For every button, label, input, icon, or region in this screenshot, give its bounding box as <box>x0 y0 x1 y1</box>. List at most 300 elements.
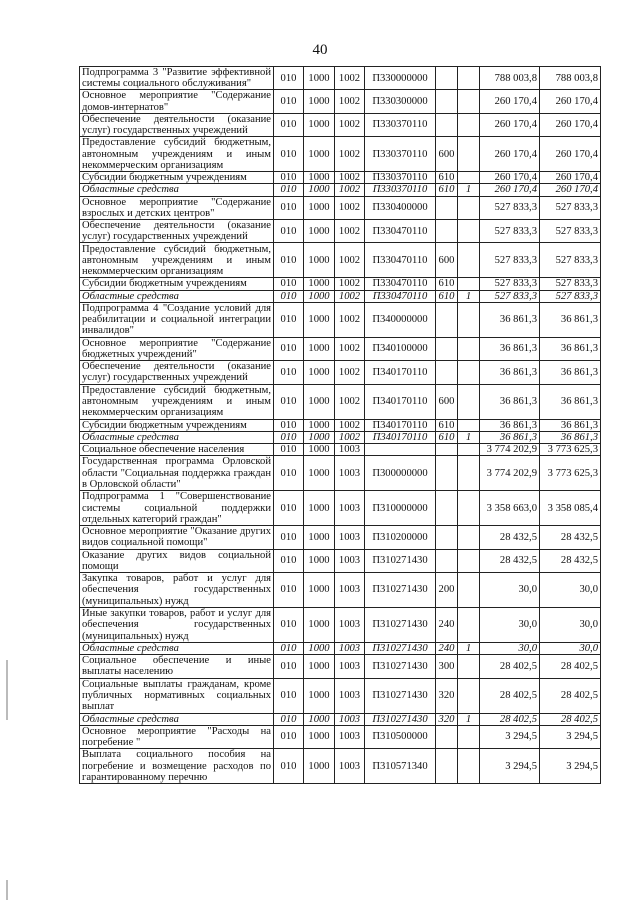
row-code-pr: 1000 <box>304 491 335 526</box>
row-name: Подпрограмма 3 "Развитие эффективной системы социального обслуживания" <box>80 67 274 90</box>
row-code-csr: П340170110 <box>365 431 436 443</box>
table-row-regional-funds <box>80 184 601 196</box>
row-code-rz: 010 <box>274 431 304 443</box>
row-name: Основное мероприятие "Содержание взрослых и детских центров" <box>80 196 274 219</box>
row-code-src <box>458 456 480 491</box>
row-amount-2: 527 833,3 <box>540 220 601 243</box>
row-amount-2: 527 833,3 <box>540 196 601 219</box>
table-row <box>80 67 601 90</box>
row-code-rz: 010 <box>274 456 304 491</box>
row-code-rz: 010 <box>274 220 304 243</box>
row-name: Социальное обеспечение населения <box>80 444 274 456</box>
row-code-src <box>458 172 480 184</box>
row-amount-2: 3 358 085,4 <box>540 491 601 526</box>
row-code-csr: П310271430 <box>365 643 436 655</box>
row-amount-2: 260 170,4 <box>540 184 601 196</box>
row-amount-1: 527 833,3 <box>480 290 540 302</box>
row-code-ps: 1002 <box>335 361 365 384</box>
row-code-ps: 1002 <box>335 431 365 443</box>
row-code-vr: 610 <box>436 172 458 184</box>
row-code-src <box>458 749 480 784</box>
row-code-csr: П310271430 <box>365 573 436 608</box>
row-code-src <box>458 302 480 337</box>
row-amount-1: 28 402,5 <box>480 655 540 678</box>
row-code-vr: 610 <box>436 419 458 431</box>
row-code-rz: 010 <box>274 491 304 526</box>
row-code-vr <box>436 444 458 456</box>
row-code-vr <box>436 491 458 526</box>
row-name: Государственная программа Орловской области "Социальная поддержка граждан в Орловской области" <box>80 456 274 491</box>
table-row <box>80 526 601 549</box>
row-amount-1: 527 833,3 <box>480 278 540 290</box>
row-code-src <box>458 90 480 113</box>
row-code-vr <box>436 67 458 90</box>
table-row <box>80 491 601 526</box>
row-amount-1: 260 170,4 <box>480 113 540 136</box>
row-code-csr: П330370110 <box>365 184 436 196</box>
row-code-rz: 010 <box>274 549 304 572</box>
row-amount-2: 3 773 625,3 <box>540 456 601 491</box>
row-code-vr <box>436 337 458 360</box>
table-row <box>80 302 601 337</box>
row-code-rz: 010 <box>274 278 304 290</box>
row-code-pr: 1000 <box>304 337 335 360</box>
table-row-regional-funds <box>80 431 601 443</box>
row-code-ps: 1003 <box>335 678 365 713</box>
row-name: Субсидии бюджетным учреждениям <box>80 278 274 290</box>
row-amount-1: 527 833,3 <box>480 220 540 243</box>
row-amount-1: 260 170,4 <box>480 90 540 113</box>
row-code-src <box>458 549 480 572</box>
row-code-csr: П340170110 <box>365 361 436 384</box>
row-code-rz: 010 <box>274 713 304 725</box>
table-row <box>80 444 601 456</box>
row-code-rz: 010 <box>274 655 304 678</box>
table-row <box>80 278 601 290</box>
row-code-src <box>458 678 480 713</box>
row-code-src: 1 <box>458 184 480 196</box>
row-amount-2: 36 861,3 <box>540 302 601 337</box>
table-row <box>80 137 601 172</box>
table-row <box>80 608 601 643</box>
row-code-pr: 1000 <box>304 608 335 643</box>
row-amount-1: 28 432,5 <box>480 549 540 572</box>
row-code-vr <box>436 361 458 384</box>
row-code-ps: 1003 <box>335 713 365 725</box>
row-name: Областные средства <box>80 713 274 725</box>
row-code-rz: 010 <box>274 444 304 456</box>
row-code-csr: П310271430 <box>365 608 436 643</box>
row-code-pr: 1000 <box>304 713 335 725</box>
row-code-ps: 1003 <box>335 549 365 572</box>
row-name: Областные средства <box>80 431 274 443</box>
row-code-src <box>458 278 480 290</box>
budget-table <box>79 66 601 784</box>
row-code-vr: 240 <box>436 608 458 643</box>
row-code-src <box>458 444 480 456</box>
row-code-src: 1 <box>458 431 480 443</box>
table-row <box>80 172 601 184</box>
row-code-vr: 200 <box>436 573 458 608</box>
row-name: Социальное обеспечение и иные выплаты населению <box>80 655 274 678</box>
row-amount-1: 788 003,8 <box>480 67 540 90</box>
table-row <box>80 90 601 113</box>
row-code-src <box>458 655 480 678</box>
row-code-rz: 010 <box>274 725 304 748</box>
row-code-rz: 010 <box>274 302 304 337</box>
row-code-ps: 1002 <box>335 419 365 431</box>
row-code-csr: П330300000 <box>365 90 436 113</box>
row-code-csr: П310200000 <box>365 526 436 549</box>
table-row <box>80 725 601 748</box>
row-code-csr: П310000000 <box>365 491 436 526</box>
table-row <box>80 196 601 219</box>
row-code-csr: П330470110 <box>365 290 436 302</box>
row-amount-1: 36 861,3 <box>480 361 540 384</box>
row-code-csr: П330400000 <box>365 196 436 219</box>
row-code-ps: 1003 <box>335 749 365 784</box>
row-code-src <box>458 419 480 431</box>
row-amount-2: 788 003,8 <box>540 67 601 90</box>
row-code-src: 1 <box>458 713 480 725</box>
row-name: Областные средства <box>80 184 274 196</box>
table-row <box>80 220 601 243</box>
row-code-ps: 1002 <box>335 172 365 184</box>
row-code-ps: 1003 <box>335 643 365 655</box>
row-code-pr: 1000 <box>304 243 335 278</box>
row-code-src <box>458 526 480 549</box>
table-row <box>80 678 601 713</box>
table-row <box>80 573 601 608</box>
row-code-vr: 320 <box>436 713 458 725</box>
row-name: Основное мероприятие "Расходы на погребение " <box>80 725 274 748</box>
row-amount-1: 28 402,5 <box>480 713 540 725</box>
row-code-pr: 1000 <box>304 419 335 431</box>
row-code-csr: П330370110 <box>365 113 436 136</box>
row-amount-1: 3 294,5 <box>480 725 540 748</box>
row-name: Оказание других видов социальной помощи <box>80 549 274 572</box>
row-code-rz: 010 <box>274 361 304 384</box>
row-name: Основное мероприятие "Содержание бюджетных учреждений" <box>80 337 274 360</box>
row-amount-2: 36 861,3 <box>540 431 601 443</box>
row-code-ps: 1003 <box>335 655 365 678</box>
table-row <box>80 337 601 360</box>
row-code-pr: 1000 <box>304 643 335 655</box>
row-code-vr: 610 <box>436 184 458 196</box>
row-code-ps: 1003 <box>335 725 365 748</box>
row-code-vr <box>436 456 458 491</box>
row-name: Основное мероприятие "Содержание домов-интернатов" <box>80 90 274 113</box>
row-code-rz: 010 <box>274 290 304 302</box>
row-amount-2: 30,0 <box>540 643 601 655</box>
row-amount-2: 527 833,3 <box>540 290 601 302</box>
row-amount-2: 36 861,3 <box>540 384 601 419</box>
row-code-vr: 300 <box>436 655 458 678</box>
row-code-vr: 600 <box>436 384 458 419</box>
row-code-rz: 010 <box>274 243 304 278</box>
row-code-rz: 010 <box>274 67 304 90</box>
row-amount-1: 30,0 <box>480 643 540 655</box>
row-code-rz: 010 <box>274 384 304 419</box>
row-code-pr: 1000 <box>304 384 335 419</box>
row-code-csr: П330370110 <box>365 137 436 172</box>
row-name: Социальные выплаты гражданам, кроме публичных нормативных социальных выплат <box>80 678 274 713</box>
row-code-src <box>458 196 480 219</box>
row-code-pr: 1000 <box>304 526 335 549</box>
row-code-rz: 010 <box>274 184 304 196</box>
table-row-regional-funds <box>80 290 601 302</box>
row-code-pr: 1000 <box>304 456 335 491</box>
row-code-pr: 1000 <box>304 278 335 290</box>
row-code-pr: 1000 <box>304 749 335 784</box>
row-code-src <box>458 608 480 643</box>
row-amount-1: 3 294,5 <box>480 749 540 784</box>
table-row-regional-funds <box>80 713 601 725</box>
row-amount-2: 260 170,4 <box>540 172 601 184</box>
row-code-ps: 1003 <box>335 526 365 549</box>
row-code-csr: П330470110 <box>365 278 436 290</box>
row-code-pr: 1000 <box>304 90 335 113</box>
row-amount-1: 36 861,3 <box>480 419 540 431</box>
row-code-csr: П340000000 <box>365 302 436 337</box>
table-row-regional-funds <box>80 643 601 655</box>
row-code-ps: 1003 <box>335 608 365 643</box>
row-code-vr: 240 <box>436 643 458 655</box>
row-code-src <box>458 361 480 384</box>
row-code-csr: П330470110 <box>365 220 436 243</box>
row-amount-2: 260 170,4 <box>540 90 601 113</box>
row-amount-1: 30,0 <box>480 608 540 643</box>
row-code-pr: 1000 <box>304 172 335 184</box>
row-code-rz: 010 <box>274 573 304 608</box>
row-code-ps: 1002 <box>335 302 365 337</box>
table-row <box>80 549 601 572</box>
row-amount-2: 28 432,5 <box>540 549 601 572</box>
row-code-csr: П310271430 <box>365 549 436 572</box>
table-row <box>80 419 601 431</box>
row-code-csr: П310571340 <box>365 749 436 784</box>
row-name: Обеспечение деятельности (оказание услуг) государственных учреждений <box>80 113 274 136</box>
row-amount-2: 3 294,5 <box>540 749 601 784</box>
row-amount-2: 527 833,3 <box>540 278 601 290</box>
row-code-csr: П340170110 <box>365 384 436 419</box>
row-code-rz: 010 <box>274 608 304 643</box>
row-name: Выплата социального пособия на погребение и возмещение расходов по гарантированному перечню <box>80 749 274 784</box>
row-amount-1: 36 861,3 <box>480 302 540 337</box>
row-amount-1: 3 774 202,9 <box>480 456 540 491</box>
row-code-rz: 010 <box>274 526 304 549</box>
row-amount-1: 36 861,3 <box>480 431 540 443</box>
table-row <box>80 655 601 678</box>
row-name: Обеспечение деятельности (оказание услуг) государственных учреждений <box>80 361 274 384</box>
row-amount-2: 260 170,4 <box>540 113 601 136</box>
row-code-vr <box>436 113 458 136</box>
row-code-vr: 610 <box>436 431 458 443</box>
row-code-src <box>458 113 480 136</box>
row-amount-1: 260 170,4 <box>480 184 540 196</box>
row-code-src <box>458 573 480 608</box>
row-code-ps: 1002 <box>335 290 365 302</box>
row-code-rz: 010 <box>274 137 304 172</box>
row-amount-2: 527 833,3 <box>540 243 601 278</box>
row-code-vr: 610 <box>436 290 458 302</box>
row-code-ps: 1002 <box>335 337 365 360</box>
row-code-ps: 1002 <box>335 243 365 278</box>
row-code-pr: 1000 <box>304 444 335 456</box>
row-code-vr <box>436 302 458 337</box>
row-code-csr: П310271430 <box>365 713 436 725</box>
row-code-src <box>458 491 480 526</box>
row-code-csr: П310500000 <box>365 725 436 748</box>
row-amount-2: 36 861,3 <box>540 361 601 384</box>
row-code-pr: 1000 <box>304 573 335 608</box>
row-code-src <box>458 243 480 278</box>
row-code-pr: 1000 <box>304 725 335 748</box>
row-code-vr: 610 <box>436 278 458 290</box>
row-code-pr: 1000 <box>304 431 335 443</box>
row-code-src: 1 <box>458 290 480 302</box>
row-name: Основное мероприятие "Оказание других видов социальной помощи" <box>80 526 274 549</box>
row-amount-2: 28 402,5 <box>540 713 601 725</box>
row-code-vr <box>436 90 458 113</box>
row-code-rz: 010 <box>274 643 304 655</box>
row-code-csr: П310271430 <box>365 655 436 678</box>
row-code-rz: 010 <box>274 337 304 360</box>
row-name: Областные средства <box>80 643 274 655</box>
row-amount-1: 3 358 663,0 <box>480 491 540 526</box>
row-code-src: 1 <box>458 643 480 655</box>
row-code-pr: 1000 <box>304 302 335 337</box>
row-code-vr <box>436 549 458 572</box>
row-code-pr: 1000 <box>304 290 335 302</box>
row-amount-2: 28 402,5 <box>540 678 601 713</box>
row-name: Закупка товаров, работ и услуг для обеспечения государственных (муниципальных) нужд <box>80 573 274 608</box>
row-code-pr: 1000 <box>304 196 335 219</box>
row-name: Иные закупки товаров, работ и услуг для обеспечения государственных (муниципальных) нужд <box>80 608 274 643</box>
row-code-src <box>458 137 480 172</box>
row-code-csr <box>365 444 436 456</box>
row-amount-1: 527 833,3 <box>480 243 540 278</box>
table-row <box>80 243 601 278</box>
row-code-pr: 1000 <box>304 137 335 172</box>
margin-mark <box>6 880 8 900</box>
row-code-csr: П330000000 <box>365 67 436 90</box>
budget-table-body <box>80 67 601 784</box>
row-amount-2: 30,0 <box>540 608 601 643</box>
row-code-ps: 1003 <box>335 444 365 456</box>
margin-mark <box>6 660 8 720</box>
row-code-vr <box>436 220 458 243</box>
row-name: Предоставление субсидий бюджетным, автономным учреждениям и иным некоммерческим организациям <box>80 243 274 278</box>
row-code-vr: 320 <box>436 678 458 713</box>
row-code-csr: П340170110 <box>365 419 436 431</box>
row-code-ps: 1002 <box>335 67 365 90</box>
row-name: Обеспечение деятельности (оказание услуг) государственных учреждений <box>80 220 274 243</box>
row-name: Предоставление субсидий бюджетным, автономным учреждениям и иным некоммерческим организациям <box>80 384 274 419</box>
row-code-rz: 010 <box>274 678 304 713</box>
row-amount-2: 28 402,5 <box>540 655 601 678</box>
row-code-rz: 010 <box>274 749 304 784</box>
row-code-vr: 600 <box>436 243 458 278</box>
row-code-pr: 1000 <box>304 67 335 90</box>
row-amount-1: 36 861,3 <box>480 384 540 419</box>
row-name: Субсидии бюджетным учреждениям <box>80 419 274 431</box>
row-amount-1: 260 170,4 <box>480 137 540 172</box>
row-code-pr: 1000 <box>304 361 335 384</box>
row-code-rz: 010 <box>274 90 304 113</box>
table-row <box>80 361 601 384</box>
row-code-pr: 1000 <box>304 184 335 196</box>
row-code-ps: 1002 <box>335 184 365 196</box>
row-code-rz: 010 <box>274 196 304 219</box>
row-code-csr: П310271430 <box>365 678 436 713</box>
table-row <box>80 384 601 419</box>
page-number: 40 <box>312 42 328 58</box>
row-code-ps: 1002 <box>335 113 365 136</box>
row-name: Подпрограмма 4 "Создание условий для реабилитации и социальной интеграции инвалидов" <box>80 302 274 337</box>
row-code-csr: П340100000 <box>365 337 436 360</box>
row-amount-2: 30,0 <box>540 573 601 608</box>
row-code-pr: 1000 <box>304 655 335 678</box>
row-name: Подпрограмма 1 "Совершенствование системы социальной поддержки отдельных категорий граждан" <box>80 491 274 526</box>
row-code-src <box>458 337 480 360</box>
row-code-vr <box>436 749 458 784</box>
row-amount-1: 36 861,3 <box>480 337 540 360</box>
row-name: Предоставление субсидий бюджетным, автономным учреждениям и иным некоммерческим организациям <box>80 137 274 172</box>
row-amount-1: 28 402,5 <box>480 678 540 713</box>
row-code-vr: 600 <box>436 137 458 172</box>
row-code-csr: П330470110 <box>365 243 436 278</box>
row-code-ps: 1002 <box>335 196 365 219</box>
row-code-src <box>458 67 480 90</box>
row-amount-1: 28 432,5 <box>480 526 540 549</box>
row-amount-2: 3 773 625,3 <box>540 444 601 456</box>
row-code-src <box>458 384 480 419</box>
row-code-pr: 1000 <box>304 220 335 243</box>
row-amount-1: 3 774 202,9 <box>480 444 540 456</box>
row-name: Областные средства <box>80 290 274 302</box>
row-code-csr: П300000000 <box>365 456 436 491</box>
row-code-ps: 1002 <box>335 137 365 172</box>
row-code-rz: 010 <box>274 419 304 431</box>
row-code-vr <box>436 196 458 219</box>
row-code-ps: 1003 <box>335 456 365 491</box>
row-amount-1: 30,0 <box>480 573 540 608</box>
row-amount-2: 36 861,3 <box>540 419 601 431</box>
row-amount-2: 28 432,5 <box>540 526 601 549</box>
row-code-rz: 010 <box>274 113 304 136</box>
row-code-ps: 1002 <box>335 384 365 419</box>
row-code-vr <box>436 725 458 748</box>
row-code-ps: 1003 <box>335 491 365 526</box>
table-row <box>80 456 601 491</box>
row-name: Субсидии бюджетным учреждениям <box>80 172 274 184</box>
row-amount-2: 3 294,5 <box>540 725 601 748</box>
row-code-pr: 1000 <box>304 549 335 572</box>
row-code-pr: 1000 <box>304 113 335 136</box>
row-amount-2: 260 170,4 <box>540 137 601 172</box>
row-code-rz: 010 <box>274 172 304 184</box>
row-amount-2: 36 861,3 <box>540 337 601 360</box>
row-code-csr: П330370110 <box>365 172 436 184</box>
row-amount-1: 260 170,4 <box>480 172 540 184</box>
row-amount-1: 527 833,3 <box>480 196 540 219</box>
row-code-pr: 1000 <box>304 678 335 713</box>
row-code-vr <box>436 526 458 549</box>
row-code-ps: 1002 <box>335 278 365 290</box>
row-code-ps: 1003 <box>335 573 365 608</box>
table-row <box>80 113 601 136</box>
